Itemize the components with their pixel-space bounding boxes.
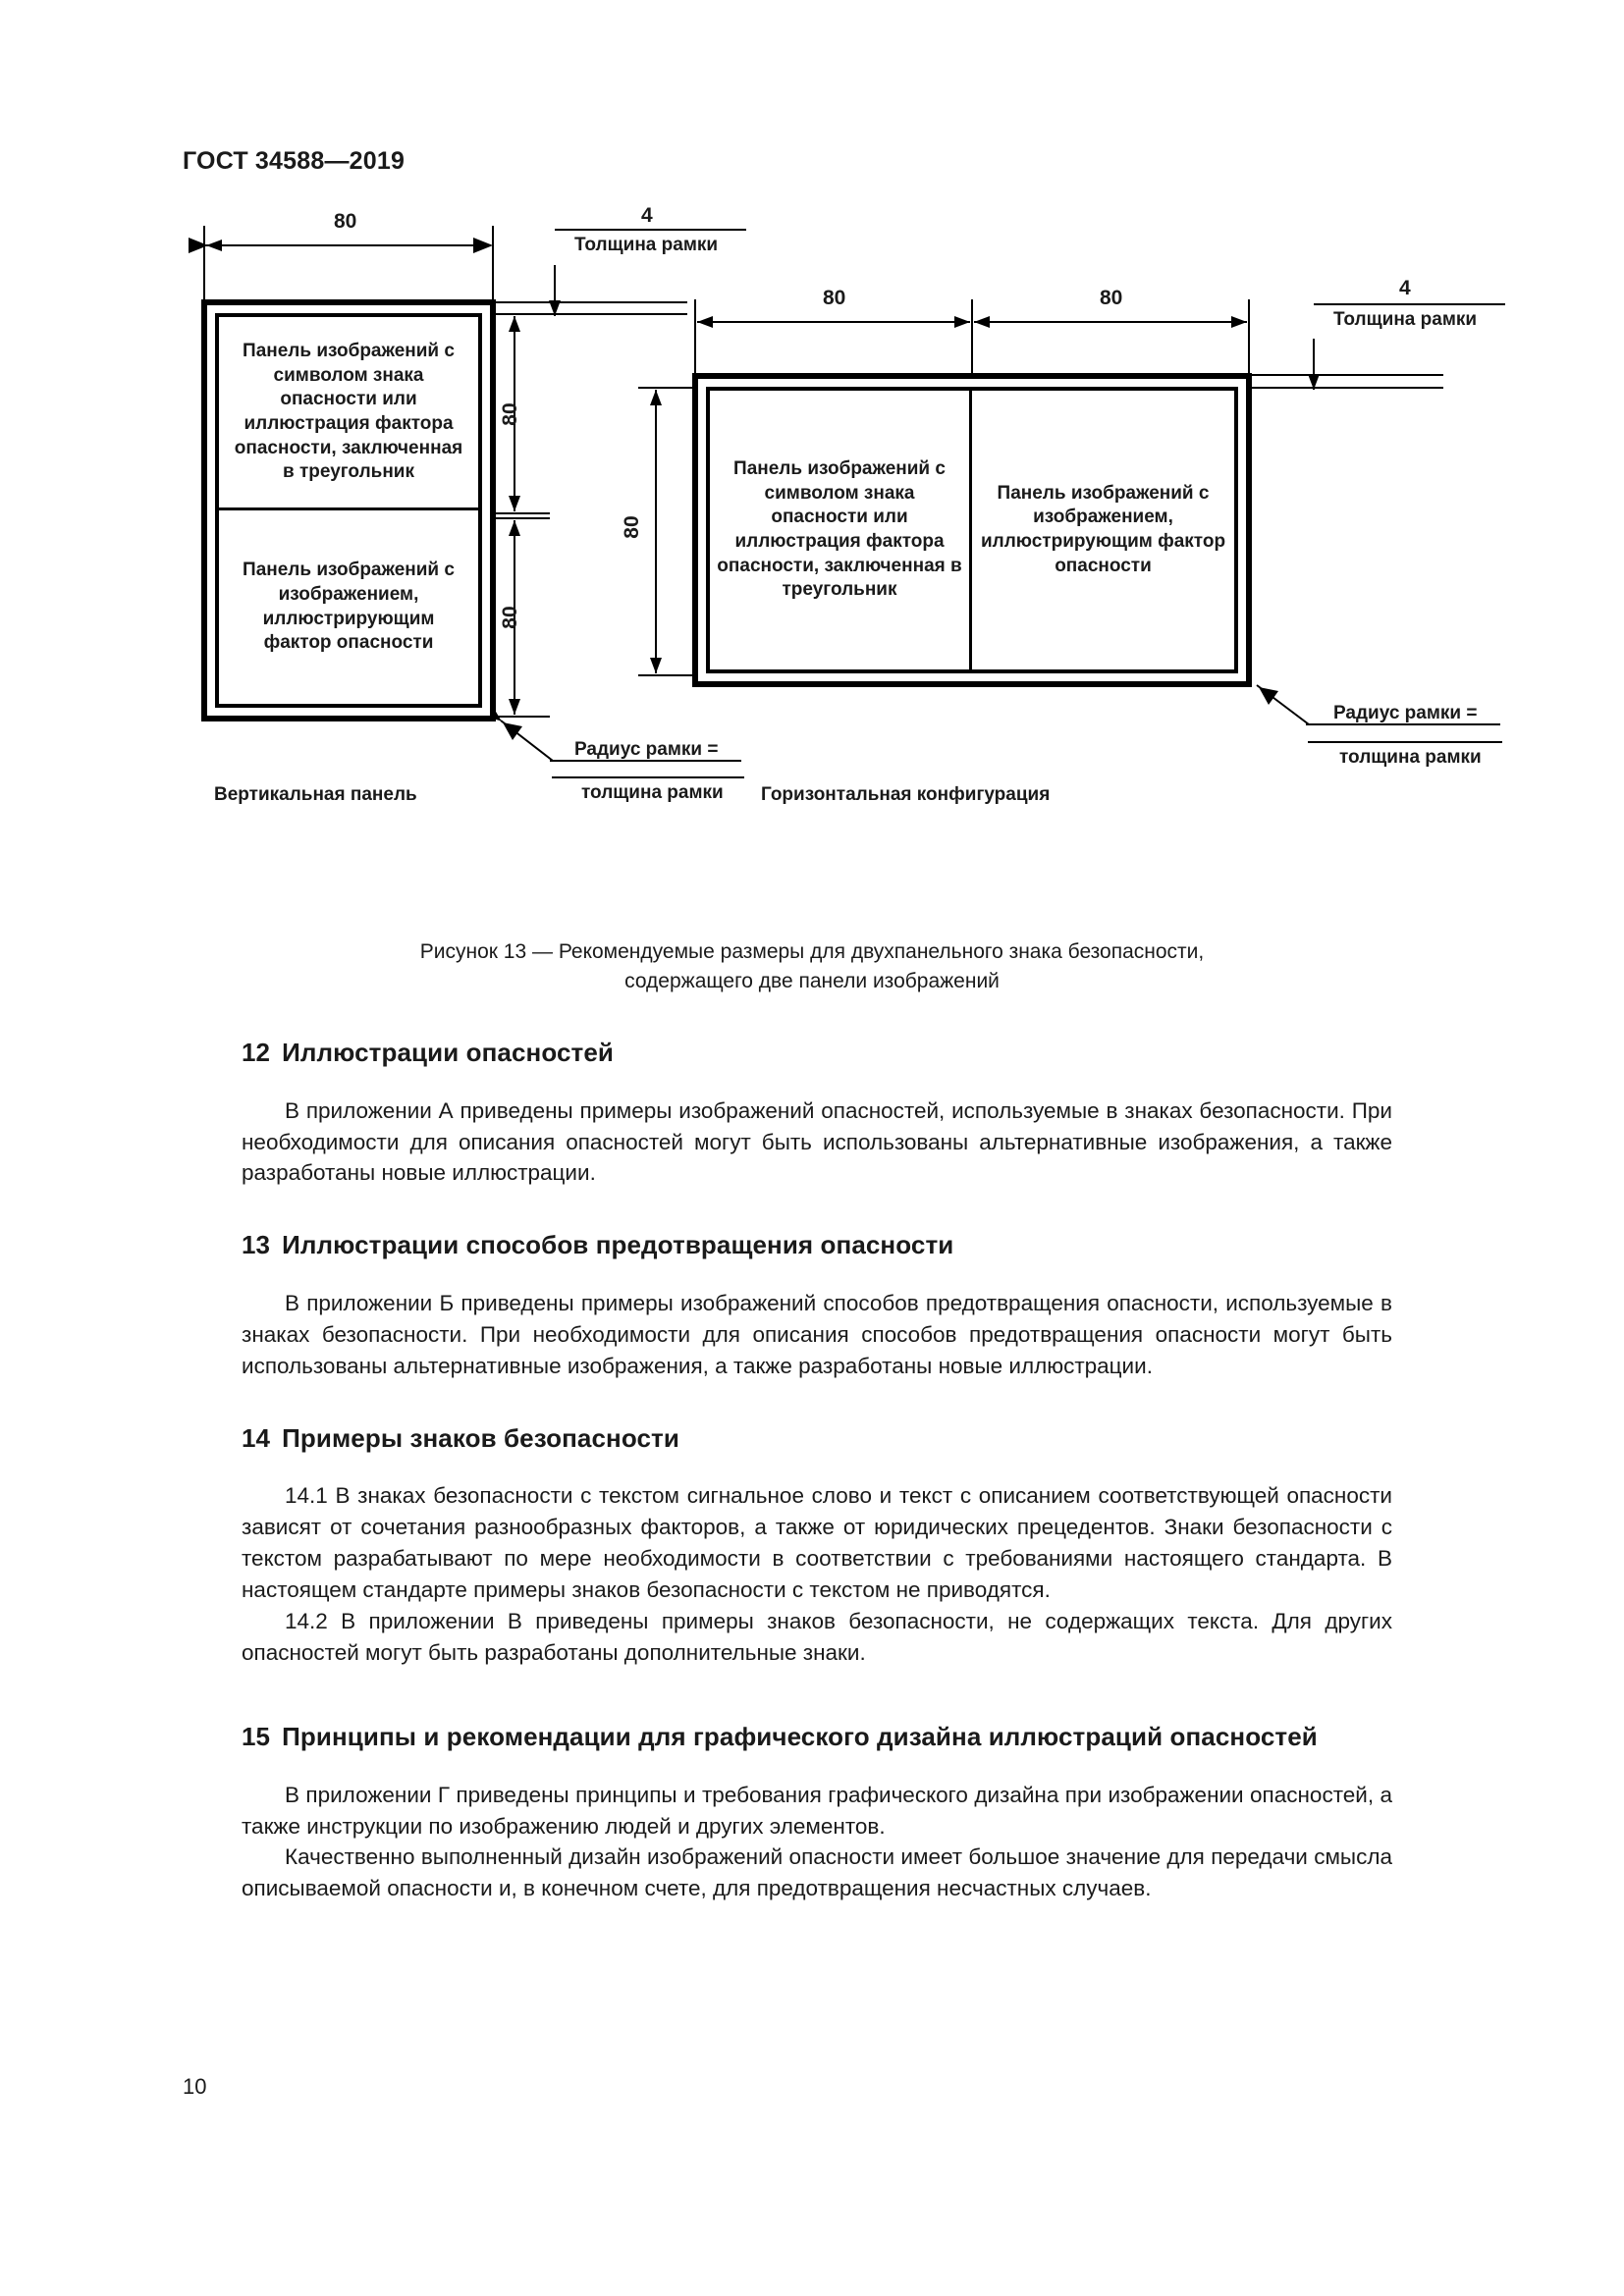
figure-caption	[0, 937, 1624, 997]
vertical-radius-label-line2: толщина рамки	[581, 782, 724, 803]
section-15-paragraph-1: В приложении Г приведены принципы и требования графического дизайна при изображении опасностей, а также инструкции по изображению людей и других элементов.	[242, 1782, 1392, 1839]
section-14-paragraph-1: 14.1 В знаках безопасности с текстом сигнальное слово и текст с описанием соответствующей опасности зависят от сочетания разнообразных факторов, а также от юридических прецедентов. Знаки безопасности с текстом разрабатывают по мере необходимости в соответствии с требованиями настоящего стандарта. В настоящем стандарте примеры знаков безопасности с текстом не приводятся.	[242, 1483, 1392, 1603]
section-15-paragraph-2: Качественно выполненный дизайн изображений опасности имеет большое значение для передачи смысла описываемой опасности и, в конечном счете, для предотвращения несчастных случаев.	[242, 1844, 1392, 1901]
horizontal-radius-label-line1: Радиус рамки =	[1333, 703, 1478, 723]
figure-13	[0, 206, 1624, 923]
figure-caption-line2: содержащего две панели изображений	[624, 970, 1000, 993]
vertical-panel-cell-top	[219, 317, 478, 510]
page-number: 10	[183, 2074, 207, 2099]
section-12-paragraph-1: В приложении А приведены примеры изображений опасностей, используемые в знаках безопасности. При необходимости для описания опасностей могут быть использованы альтернативные изображения, а также разработаны новые иллюстрации.	[242, 1097, 1392, 1186]
horizontal-height-dimension: 80	[621, 515, 643, 539]
horizontal-panel-sign	[692, 373, 1252, 687]
figure-caption-line1: Рисунок 13 — Рекомендуемые размеры для двухпанельного знака безопасности,	[419, 940, 1205, 963]
vertical-thickness-label: Толщина рамки	[574, 235, 719, 255]
horizontal-thickness-value: 4	[1399, 277, 1411, 299]
section-number-12: 12	[242, 1038, 271, 1067]
horizontal-panel-cell-left-text: Панель изображений с символом знака опасности или иллюстрация фактора опасности, заключенная в треугольник	[717, 457, 962, 601]
section-title-15: Принципы и рекомендации для графического дизайна иллюстраций опасностей	[282, 1721, 1318, 1751]
vertical-top-height-dimension: 80	[499, 402, 521, 426]
horizontal-radius-label-line2: толщина рамки	[1339, 747, 1482, 768]
vertical-panel-sign	[201, 299, 496, 721]
horizontal-panel-inner-frame	[706, 387, 1238, 673]
vertical-panel-cell-bottom-text: Панель изображений с изображением, иллюстрирующим фактор опасности	[243, 560, 455, 654]
section-number-15: 15	[242, 1721, 271, 1751]
vertical-panel-inner-frame	[215, 313, 482, 708]
section-13-paragraph-1: В приложении Б приведены примеры изображений способов предотвращения опасности, используемые в знаках безопасности. При необходимости для описания способов предотвращения опасности могут быть использованы альтернативные изображения, а также разработаны новые иллюстрации.	[242, 1290, 1392, 1378]
vertical-panel-caption: Вертикальная панель	[214, 784, 417, 805]
document-body	[242, 1036, 1392, 1904]
section-heading-13	[242, 1228, 1392, 1262]
vertical-width-dimension: 80	[334, 210, 357, 233]
section-heading-12	[242, 1036, 1392, 1070]
section-title-12: Иллюстрации опасностей	[282, 1038, 615, 1067]
document-header-standard-number: ГОСТ 34588—2019	[183, 147, 406, 175]
horizontal-thickness-label: Толщина рамки	[1333, 309, 1478, 330]
section-14-paragraph-2: 14.2 В приложении В приведены примеры знаков безопасности, не содержащих текста. Для других опасностей могут быть разработаны дополнительные знаки.	[242, 1609, 1392, 1666]
section-heading-14	[242, 1421, 1392, 1456]
horizontal-panel-cell-left	[710, 391, 972, 669]
horizontal-right-width-dimension: 80	[1100, 287, 1123, 309]
section-number-13: 13	[242, 1230, 271, 1260]
horizontal-panel-caption: Горизонтальная конфигурация	[761, 784, 1051, 805]
section-number-14: 14	[242, 1422, 271, 1453]
section-heading-15	[242, 1720, 1392, 1754]
vertical-panel-cell-bottom	[219, 510, 478, 704]
vertical-panel-cell-top-text: Панель изображений с символом знака опасности или иллюстрация фактора опасности, заключенная в треугольник	[234, 340, 463, 483]
section-title-14: Примеры знаков безопасности	[282, 1422, 679, 1453]
vertical-bottom-height-dimension: 80	[499, 606, 521, 629]
horizontal-panel-cell-right	[972, 391, 1234, 669]
horizontal-left-width-dimension: 80	[823, 287, 846, 309]
section-title-13: Иллюстрации способов предотвращения опасности	[282, 1230, 954, 1260]
vertical-radius-label-line1: Радиус рамки =	[574, 739, 719, 760]
horizontal-panel-cell-right-text: Панель изображений с изображением, иллюстрирующим фактор опасности	[980, 482, 1226, 576]
vertical-thickness-value: 4	[641, 204, 653, 227]
